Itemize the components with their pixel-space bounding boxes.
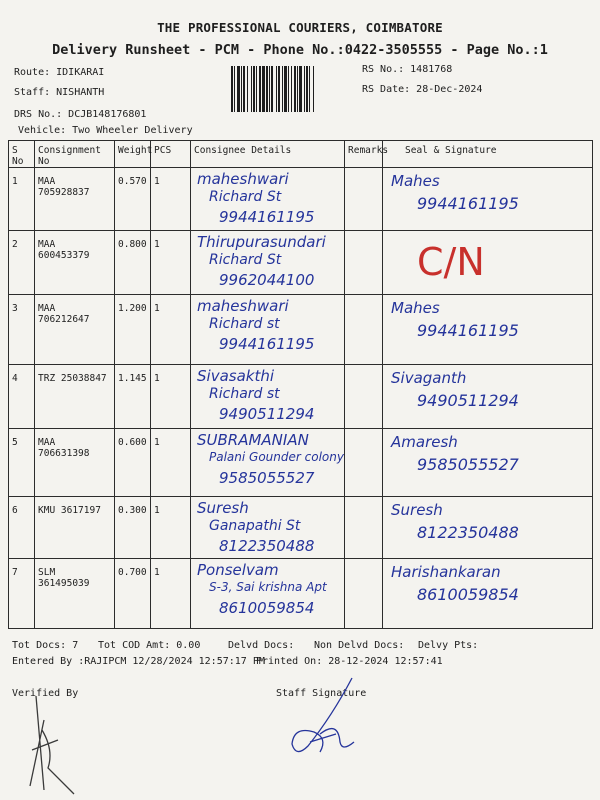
delivered-docs: Delvd Docs:	[228, 640, 295, 651]
pieces: 1	[151, 231, 191, 295]
verified-by-label: Verified By	[12, 688, 79, 699]
barcode-bar	[237, 66, 240, 112]
barcode-bar	[294, 66, 296, 112]
table-row	[9, 365, 593, 429]
seal-signature	[383, 429, 593, 497]
signature-line: Amaresh	[391, 433, 458, 451]
signature-line: C/N	[417, 240, 485, 284]
weight: 0.300	[115, 497, 151, 559]
barcode-bar	[259, 66, 261, 112]
consignment-number: KMU 3617197	[35, 497, 115, 559]
consignee-line: 9585055527	[219, 469, 315, 487]
consignee-line: Ganapathi St	[209, 518, 301, 534]
barcode-bar	[297, 66, 298, 112]
weight: 0.700	[115, 559, 151, 629]
signature-line: 8122350488	[417, 523, 519, 542]
remarks	[345, 429, 383, 497]
printed-on: Printed On: 28-12-2024 12:57:41	[256, 656, 443, 667]
serial-number: 6	[9, 497, 35, 559]
consignee-line: Richard St	[209, 252, 282, 268]
serial-number: 5	[9, 429, 35, 497]
barcode-bar	[251, 66, 252, 112]
weight: 1.200	[115, 295, 151, 365]
consignment-number: SLM 361495039	[35, 559, 115, 629]
consignment-number: MAA 706631398	[35, 429, 115, 497]
header-consignment: Consignment No	[35, 141, 115, 168]
barcode-bar	[241, 66, 242, 112]
consignee-line: SUBRAMANIAN	[197, 431, 309, 449]
barcode-bar	[288, 66, 289, 112]
consignee-line: Richard St	[209, 189, 282, 205]
consignee-line: 9944161195	[219, 335, 315, 353]
header-sno: S No	[9, 141, 35, 168]
pieces: 1	[151, 168, 191, 231]
table-row	[9, 231, 593, 295]
weight: 0.570	[115, 168, 151, 231]
staff-signature-scribble	[280, 672, 370, 762]
runsheet-subtitle: Delivery Runsheet - PCM - Phone No.:0422-3505555 - Page No.:1	[52, 42, 548, 58]
weight: 0.600	[115, 429, 151, 497]
barcode-bar	[278, 66, 280, 112]
consignee-line: 9944161195	[219, 208, 315, 226]
barcode-bar	[269, 66, 270, 112]
consignee-line: 8610059854	[219, 599, 315, 617]
serial-number: 3	[9, 295, 35, 365]
consignee-line: Palani Gounder colony	[209, 450, 344, 464]
pieces: 1	[151, 429, 191, 497]
staff-signature-label: Staff Signature	[276, 688, 367, 699]
remarks	[345, 168, 383, 231]
pieces: 1	[151, 559, 191, 629]
seal-signature	[383, 559, 593, 629]
serial-number: 4	[9, 365, 35, 429]
signature-line: 9944161195	[417, 194, 519, 213]
consignee-details	[191, 295, 345, 365]
table-row	[9, 559, 593, 629]
consignee-line: 9490511294	[219, 405, 315, 423]
consignee-details	[191, 365, 345, 429]
barcode-bar	[231, 66, 233, 112]
consignee-details	[191, 559, 345, 629]
seal-signature	[383, 168, 593, 231]
total-docs: Tot Docs: 7	[12, 640, 79, 651]
barcode-bar	[247, 66, 248, 112]
consignment-number: MAA 705928837	[35, 168, 115, 231]
remarks	[345, 365, 383, 429]
pieces: 1	[151, 295, 191, 365]
barcode-bar	[271, 66, 273, 112]
barcode-bar	[309, 66, 310, 112]
signature-line: Mahes	[391, 299, 440, 317]
header-remarks: Remarks	[345, 141, 383, 168]
barcode-bar	[253, 66, 255, 112]
remarks	[345, 497, 383, 559]
barcode-bar	[306, 66, 308, 112]
serial-number: 2	[9, 231, 35, 295]
company-title: THE PROFESSIONAL COURIERS, COIMBATORE	[157, 20, 443, 35]
barcode-bar	[291, 66, 292, 112]
barcode-bar	[304, 66, 305, 112]
barcode-bar	[266, 66, 268, 112]
signature-line: Suresh	[391, 501, 443, 519]
consignee-line: Suresh	[197, 499, 249, 517]
signature-line: Harishankaran	[391, 563, 501, 581]
delivery-points: Delvy Pts:	[418, 640, 479, 651]
drs-number: DRS No.: DCJB148176801	[14, 109, 147, 120]
consignee-line: Sivasakthi	[197, 367, 275, 385]
staff: Staff: NISHANTH	[14, 87, 105, 98]
barcode	[230, 66, 352, 112]
table-row	[9, 295, 593, 365]
header-pcs: PCS	[151, 141, 191, 168]
table-row	[9, 168, 593, 231]
seal-signature	[383, 365, 593, 429]
barcode-bar	[262, 66, 265, 112]
barcode-bar	[256, 66, 257, 112]
signature-line: Mahes	[391, 172, 440, 190]
header-signature: Seal & Signature	[383, 141, 593, 168]
consignment-number: MAA 706212647	[35, 295, 115, 365]
table-row	[9, 429, 593, 497]
remarks	[345, 295, 383, 365]
header-weight: Weight	[115, 141, 151, 168]
weight: 1.145	[115, 365, 151, 429]
runsheet-table	[8, 140, 593, 629]
non-delivered-docs: Non Delvd Docs:	[314, 640, 405, 651]
signature-line: 9944161195	[417, 321, 519, 340]
barcode-bar	[243, 66, 245, 112]
verified-signature-scribble	[14, 690, 104, 798]
weight: 0.800	[115, 231, 151, 295]
total-cod: Tot COD Amt: 0.00	[98, 640, 201, 651]
serial-number: 7	[9, 559, 35, 629]
signature-line: Sivaganth	[391, 369, 467, 387]
seal-signature	[383, 497, 593, 559]
signature-line: 9585055527	[417, 455, 519, 474]
consignee-details	[191, 497, 345, 559]
consignee-line: 8122350488	[219, 537, 315, 555]
consignment-number: TRZ 25038847	[35, 365, 115, 429]
consignee-details	[191, 231, 345, 295]
barcode-bar	[282, 66, 283, 112]
consignee-line: maheshwari	[197, 170, 289, 188]
consignee-details	[191, 168, 345, 231]
header-consignee: Consignee Details	[191, 141, 345, 168]
serial-number: 1	[9, 168, 35, 231]
consignee-line: Richard st	[209, 386, 280, 402]
barcode-bar	[299, 66, 302, 112]
signature-line: 9490511294	[417, 391, 519, 410]
remarks	[345, 559, 383, 629]
consignee-line: S-3, Sai krishna Apt	[209, 580, 327, 594]
consignee-line: 9962044100	[219, 271, 315, 289]
signature-line: 8610059854	[417, 585, 519, 604]
vehicle: Vehicle: Two Wheeler Delivery	[18, 125, 193, 136]
consignee-line: Richard st	[209, 316, 280, 332]
remarks	[345, 231, 383, 295]
barcode-bar	[313, 66, 314, 112]
rs-number: RS No.: 1481768	[362, 64, 453, 75]
pieces: 1	[151, 365, 191, 429]
consignee-line: Thirupurasundari	[197, 233, 326, 251]
route: Route: IDIKARAI	[14, 67, 105, 78]
barcode-bar	[276, 66, 277, 112]
entered-by: Entered By :RAJIPCM 12/28/2024 12:57:17 PM	[12, 656, 265, 667]
consignee-line: Ponselvam	[197, 561, 279, 579]
barcode-bar	[234, 66, 235, 112]
table-row	[9, 497, 593, 559]
consignment-number: MAA 600453379	[35, 231, 115, 295]
barcode-bar	[284, 66, 287, 112]
rs-date: RS Date: 28-Dec-2024	[362, 84, 483, 95]
seal-signature	[383, 295, 593, 365]
consignee-details	[191, 429, 345, 497]
pieces: 1	[151, 497, 191, 559]
consignee-line: maheshwari	[197, 297, 289, 315]
seal-signature	[383, 231, 593, 295]
table-header-row	[9, 141, 593, 168]
